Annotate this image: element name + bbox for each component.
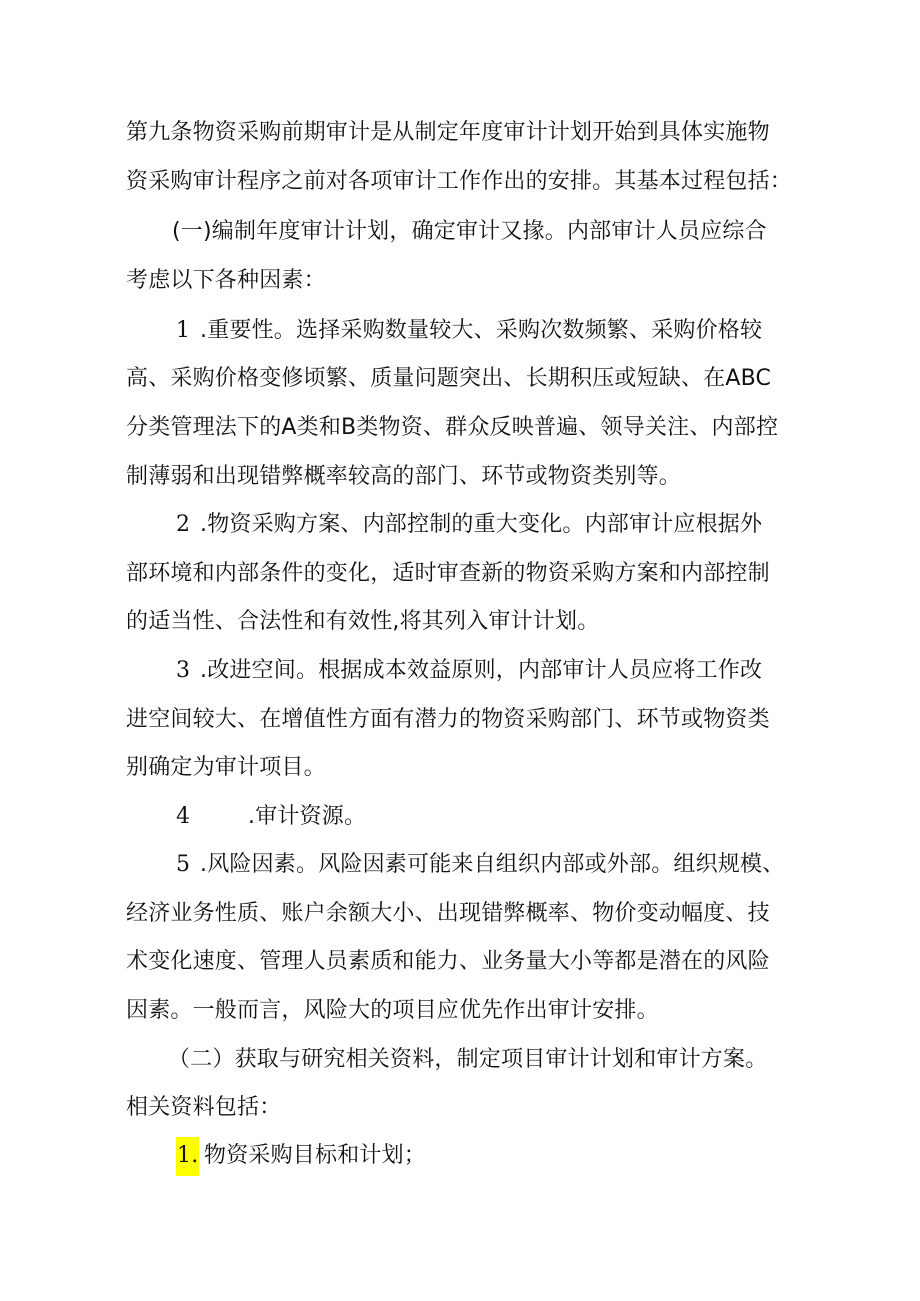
paragraph-line: 进空间较大、在增值性方面有潜力的物资采购部门、环节或物资类 xyxy=(126,707,770,732)
paragraph-line: .审计资源。 xyxy=(248,804,367,829)
paragraph-line: 部环境和内部条件的变化，适时审查新的物资采购方案和内部控制 xyxy=(126,561,770,586)
list-number: 3 xyxy=(176,658,191,683)
paragraph-line: 因素。一般而言，风险大的项目应优先作出审计安排。 xyxy=(126,998,659,1023)
paragraph-line: 物资采购目标和计划； xyxy=(204,1143,427,1168)
paragraph-line: 的适当性、合法性和有效性,将其列入审计计划。 xyxy=(126,609,600,634)
paragraph-line: .改进空间。根据成本效益原则，内部审计人员应将工作改 xyxy=(200,658,763,683)
highlight-mark: 1. xyxy=(176,1137,199,1176)
paragraph-line: .风险因素。风险因素可能来自组织内部或外部。组织规模、 xyxy=(200,852,785,877)
paragraph-line: 相关资料包括： xyxy=(126,1095,282,1120)
paragraph-line: 高、采购价格变修顷繁、质量问题突出、长期积压或短缺、在ABC xyxy=(126,366,772,391)
paragraph-line: 制薄弱和出现错弊概率较高的部门、环节或物资类别等。 xyxy=(126,464,682,489)
paragraph-line: 第九条物资采购前期审计是从制定年度审计计划开始到具体实施物 xyxy=(126,120,770,145)
list-number: 1 xyxy=(176,318,191,343)
paragraph-line: 别确定为审计项目。 xyxy=(126,755,326,780)
paragraph-line: 考虑以下各种因素： xyxy=(126,268,326,293)
paragraph-line: .物资采购方案、内部控制的重大变化。内部审计应根据外 xyxy=(200,512,763,537)
section-heading-line: (一)编制年度审计计划，确定审计又掾。内部审计人员应综合 xyxy=(172,219,767,244)
paragraph-line: 资采购审计程序之前对各项审计工作作出的安排。其基本过程包括： xyxy=(126,169,793,194)
section-heading-line: （二）获取与研究相关资料，制定项目审计计划和审计方案。 xyxy=(168,1047,768,1072)
list-number: 2 xyxy=(176,512,191,537)
paragraph-line: 经济业务性质、账户余额大小、出现错弊概率、物价变动幅度、技 xyxy=(126,901,770,926)
list-number: 5 xyxy=(176,852,191,877)
paragraph-line: 分类管理法下的A类和B类物资、群众反映普遍、领导关注、内部控 xyxy=(126,415,779,440)
paragraph-line: .重要性。选择采购数量较大、采购次数频繁、采购价格较 xyxy=(200,318,763,343)
list-number: 4 xyxy=(176,804,191,829)
paragraph-line: 术变化速度、管理人员素质和能力、业务量大小等都是潜在的风险 xyxy=(126,949,770,974)
list-number-highlighted xyxy=(176,1141,199,1171)
